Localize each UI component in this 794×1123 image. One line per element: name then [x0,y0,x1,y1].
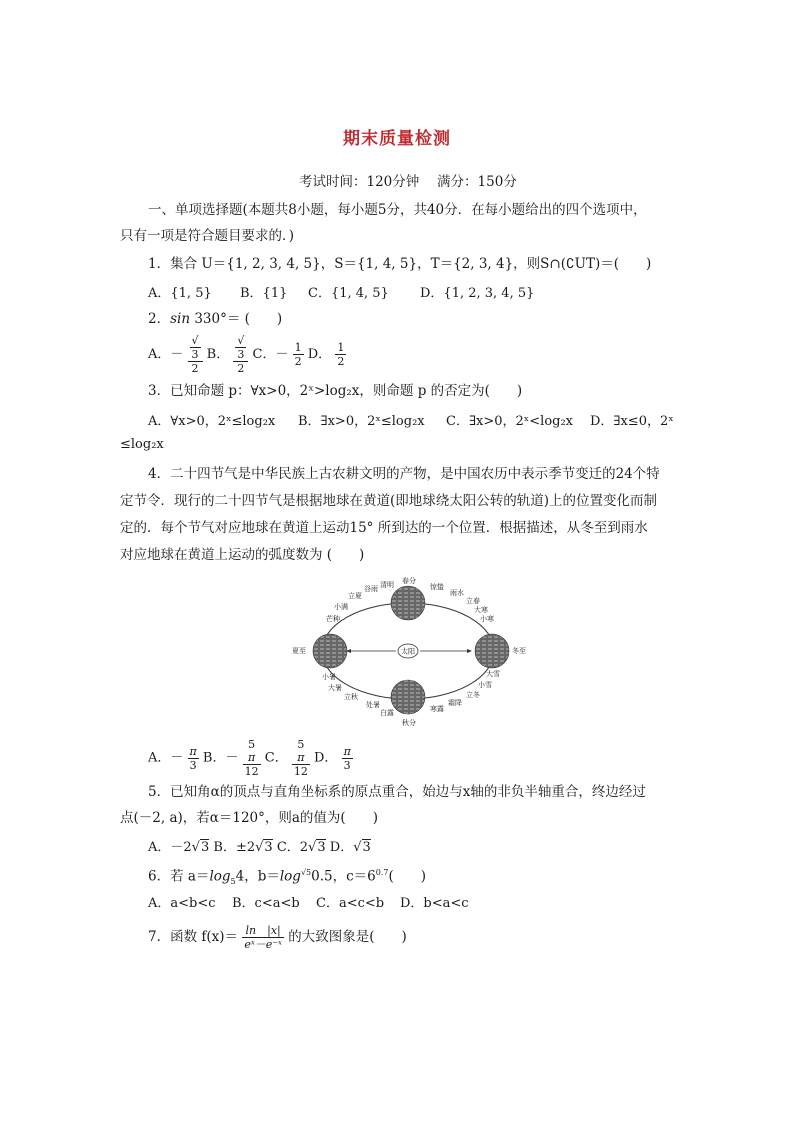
term-jingzhe: 惊蛰 [430,583,444,591]
term-xiaoxue: 小雪 [478,681,492,689]
solar-terms-diagram [284,575,532,727]
term-dongzhi: 冬至 [512,647,526,655]
q1-stem: 1．集合 U＝{1, 2, 3, 4, 5}，S＝{1, 4, 5}，T＝{2, 3, 4}，则S∩(∁UT)＝( ) [148,256,652,272]
q2-option-a: A．－ [148,347,184,362]
q1-option-c: C．{1, 4, 5} [308,286,389,301]
q4-line4: 对应地球在黄道上运动的弧度数为 ( ) [120,547,365,563]
exam-info: 考试时间：120分钟 满分：150分 [299,174,517,190]
term-guyu: 谷雨 [364,585,378,593]
q3-option-d: D．∃x≤0，2ˣ [590,414,674,429]
term-daxue: 大雪 [486,670,500,678]
term-liqiu: 立秋 [344,693,358,701]
q4-frac-a: $\frac{\pi}{3}$ [189,744,197,772]
q3-option-d-cont: ≤log₂x [120,437,164,452]
q1-option-d: D．{1, 2, 3, 4, 5} [420,286,535,301]
q7-stem: 7．函数 f(x)＝ $\frac{\ln |x|}{\text{eˣ－e⁻ˣ}}$ 的大致图象是( ) [148,924,407,951]
q5-option-c: C．2 [276,840,309,855]
earth-spring-icon [391,586,425,620]
term-mangzhong: 芒种 [326,615,340,623]
term-qiufen: 秋分 [402,719,416,727]
q4-frac-c: 5 π 12 [293,738,308,778]
q4-line1: 4．二十四节气是中华民族上古农耕文明的产物，是中国农历中表示季节变迁的24个特 [148,466,660,482]
q4-line3: 定的．每个节气对应地球在黄道上运动15° 所到达的一个位置．根据描述，从冬至到雨水 [120,520,648,536]
term-shuangjiang: 霜降 [448,699,462,707]
q3-option-c: C．∃x>0，2ˣ<log₂x [446,414,574,429]
q3-stem: 3．已知命题 p：∀x>0，2ˣ>log₂x，则命题 p 的否定为( ) [148,383,523,399]
term-yushui: 雨水 [450,589,464,597]
page-title: 期末质量检测 [343,129,451,149]
q3-option-a: A．∀x>0，2ˣ≤log₂x [148,414,276,429]
q5-option-d: D． [329,840,354,855]
q1-option-a: A．{1, 5} [148,286,212,301]
earth-summer-icon [313,634,347,668]
term-xiaoman: 小满 [334,603,348,611]
section-heading-line1: 一、单项选择题(本题共8小题，每小题5分，共40分．在每小题给出的四个选项中， [148,202,647,218]
q4-frac-b: 5 π 12 [244,738,259,778]
q5-option-a: A．－2 [148,840,192,855]
q4-line2: 定节令．现行的二十四节气是根据地球在黄道(即地球绕太阳公转的轨道)上的位置变化而制 [120,493,658,509]
q2-frac-a: √ 3 2 [188,334,203,375]
term-bailu: 白露 [380,709,394,717]
q7-fraction: $\frac{\ln |x|}{\text{eˣ－e⁻ˣ}}$ [244,924,282,951]
q5-line1: 5．已知角α的顶点与直角坐标系的原点重合，始边与x轴的非负半轴重合，终边经过 [148,784,646,800]
q5-line2: 点(－2, a)，若α＝120°，则a的值为( ) [120,810,378,826]
term-dashu: 大暑 [328,684,342,692]
term-chunfen: 春分 [402,577,416,585]
q2-frac-b: √ 3 2 [233,334,248,375]
term-lixia: 立夏 [348,592,362,600]
q2-options [148,334,346,375]
q6-stem: 6．若 $a=\log_54$，$b=\log^{√5}0.5$，$c=6^{0.7}$( ) [148,868,427,887]
earth-winter-icon [475,634,509,668]
q2-frac-d: $\frac{1}{2}$ [337,341,345,368]
q6-option-b: B．c<a<b [232,896,300,911]
term-dahan: 大寒 [474,606,488,614]
term-chushu: 处暑 [366,701,380,709]
q5-option-b: B．±2 [213,840,256,855]
q4-option-a: A．－ [148,750,184,766]
q1-option-b: B．{1} [240,286,288,301]
q2-stem: 2．sin 330°＝ ( ) [148,311,283,327]
q4-options [148,738,353,778]
q4-option-b: B．－ [202,750,239,766]
q6-option-c: C．a<c<b [316,896,385,911]
q2-option-c: C．－ [252,347,289,362]
sun-label: 太阳 [401,647,415,656]
q2-option-b: B． [206,347,230,362]
q4-frac-d: $\frac{\pi}{3}$ [343,744,351,772]
earth-autumn-icon [391,680,425,714]
term-qingming: 清明 [380,581,394,589]
q6-option-a: A．a<b<c [148,896,216,911]
q5-options: A．－2√3 B．±2√3 C．2√3 D．√3 [148,840,371,855]
q2-frac-c: $\frac{1}{2}$ [294,341,302,368]
section-heading-line2: 只有一项是符合题目要求的．) [120,228,295,244]
q4-option-d: D． [313,750,338,766]
term-xiazhi: 夏至 [292,647,306,655]
term-xiaohan: 小寒 [480,615,494,623]
q4-option-c: C． [264,750,288,766]
q2-option-d: D． [307,347,332,362]
q3-option-b: B．∃x>0，2ˣ≤log₂x [298,414,425,429]
term-lidong: 立冬 [466,691,480,699]
q6-option-d: D．b<a<c [400,896,469,911]
term-xiaoshu: 小暑 [322,673,336,681]
term-hanlu: 寒露 [430,705,444,713]
term-lichun: 立春 [466,597,480,605]
